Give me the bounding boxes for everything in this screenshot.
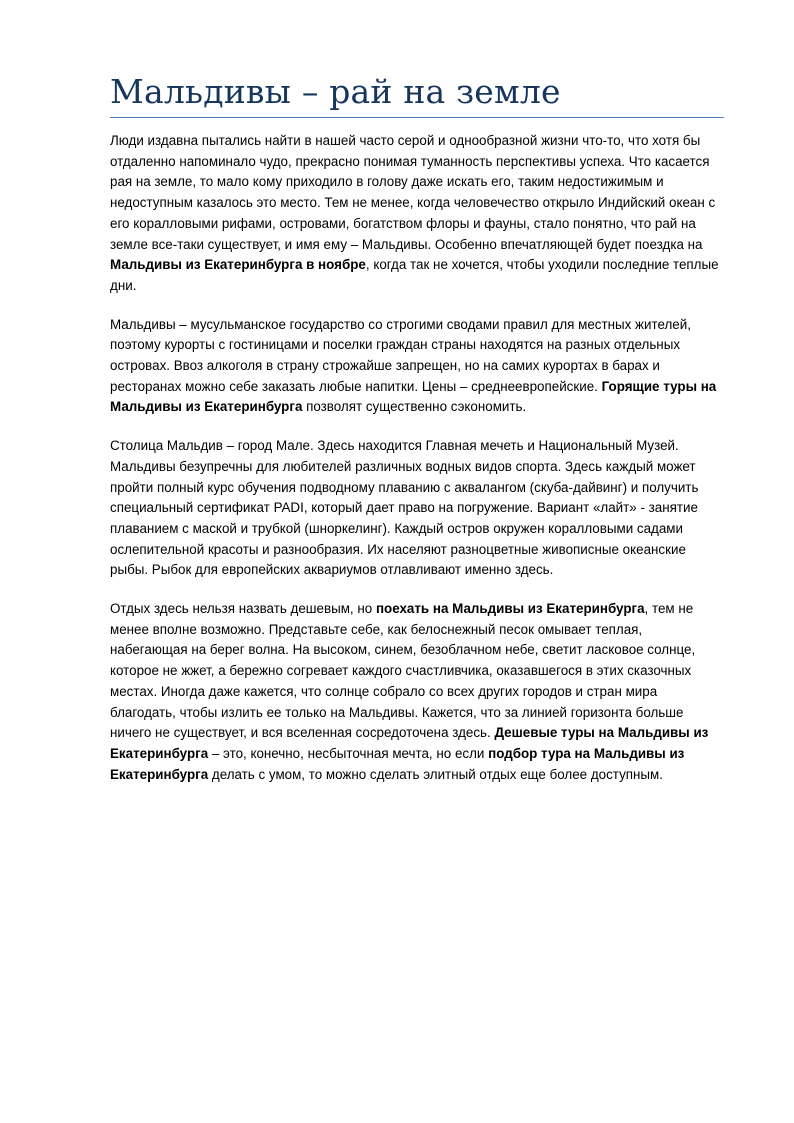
paragraph-1 [110, 131, 722, 297]
text-run: делать с умом, то можно сделать элитный отдых еще более доступным. [208, 766, 663, 782]
text-run: – это, конечно, несбыточная мечта, но если [208, 745, 489, 761]
paragraph-3 [110, 436, 722, 581]
keyword-go-to-maldives: поехать на Мальдивы из Екатеринбурга [375, 601, 645, 617]
document-title: Мальдивы – рай на земле [110, 72, 561, 111]
paragraph-2 [110, 315, 722, 419]
keyword-hot-tours: Горящие туры на Мальдивы из Екатеринбурга [110, 378, 717, 415]
keyword-cheap-tours: Дешевые туры на Мальдивы из Екатеринбурга [110, 725, 709, 761]
paragraph-4 [110, 599, 722, 785]
text-run: , тем не менее вполне возможно. Представьте себе, как белоснежный песок омывает теплая, набегающая на берег волна. На высоком, синем, безоблачном небе, светит ласковое солнце, которое не жжет, а бережно согревает каждого счастливчика, оказавшегося в этих сказочных местах. Иногда даже кажется, что солнце собрало со всех других городов и стран мира благодать, чтобы излить ее только на Мальдивы. Кажется, что за линией горизонта больше ничего не существует, и вся вселенная сосредоточена здесь. [110, 601, 696, 741]
text-run: , когда так не хочется, чтобы уходили последние теплые дни. [110, 257, 719, 293]
text-run: Люди издавна пытались найти в нашей часто серой и однообразной жизни что-то, что хотя бы отдаленно напоминало чудо, прекрасно понимая туманность перспективы успеха. Что касается рая на земле, то мало кому приходило в голову даже искать его, таким недостижимым и недоступным казалось это место. Тем не менее, когда человечество открыло Индийский океан с его коралловыми рифами, островами, богатством флоры и фауны, стало понятно, что рай на земле все-таки существует, и имя ему – Мальдивы. Особенно впечатляющей будет поездка на [110, 133, 716, 252]
text-run: Отдых здесь нельзя назвать дешевым, но [110, 601, 376, 617]
text-run: Мальдивы – мусульманское государство со строгими сводами правил для местных жителей, поэтому курорты с гостиницами и поселки граждан страны находятся на разных отдельных островах. Ввоз алкоголя в страну строжайше запрещен, но на самих курортах в барах и ресторанах можно себе заказать любые напитки. Цены – среднеевропейские. [110, 316, 691, 394]
keyword-maldives-from-ekaterinburg-november: Мальдивы из Екатеринбурга в ноябре [110, 257, 366, 273]
title-underline-rule [110, 117, 724, 118]
document-body [110, 131, 722, 803]
text-run: позволят существенно сэкономить. [302, 399, 527, 415]
text-run: Столица Мальдив – город Мале. Здесь находится Главная мечеть и Национальный Музей. Мальдивы безупречны для любителей различных водных видов спорта. Здесь каждый может пройти полный курс обучения подводному плаванию с аквалангом (скуба-дайвинг) и получить специальный сертификат PADI, который дает право на погружение. Вариант «лайт» - занятие плаванием с маской и трубкой (шноркелинг). Каждый остров окружен коралловыми садами ослепительной красоты и разнообразия. Их населяют разноцветные живописные океанские рыбы. Рыбок для европейских аквариумов отлавливают именно здесь. [110, 438, 699, 578]
keyword-tour-selection: подбор тура на Мальдивы из Екатеринбурга [110, 745, 685, 782]
